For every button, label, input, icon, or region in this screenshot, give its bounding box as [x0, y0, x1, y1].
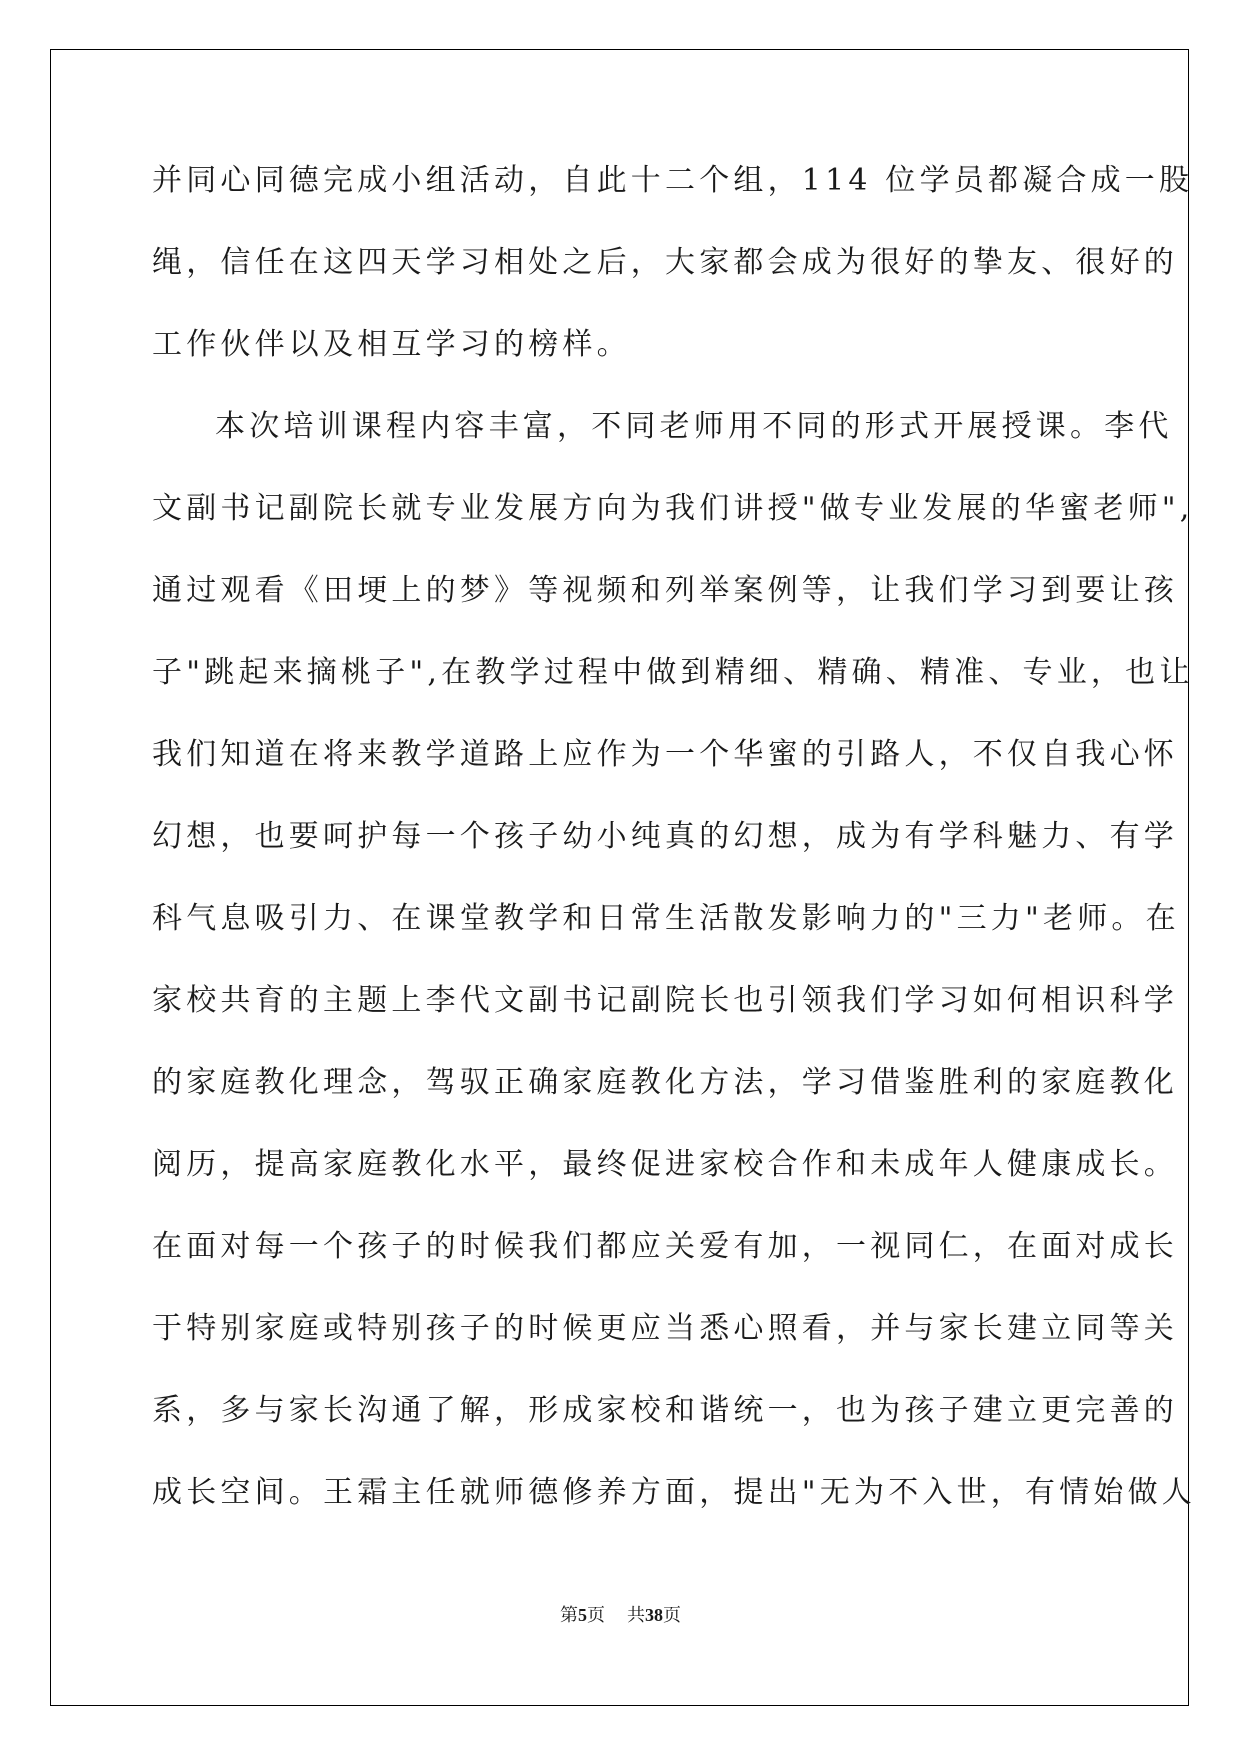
page-label-prefix: 第 — [560, 1605, 578, 1626]
text-line: 于特别家庭或特别孩子的时候更应当悉心照看，并与家长建立同等关 — [152, 1311, 1178, 1346]
text-line: 通过观看《田埂上的梦》等视频和列举案例等，让我们学习到要让孩 — [152, 573, 1178, 608]
text-line: 在面对每一个孩子的时候我们都应关爱有加，一视同仁，在面对成长 — [152, 1229, 1178, 1264]
text-line: 我们知道在将来教学道路上应作为一个华蜜的引路人，不仅自我心怀 — [152, 737, 1178, 772]
total-label-prefix: 共 — [627, 1605, 645, 1626]
total-label-suffix: 页 — [663, 1605, 681, 1626]
page-footer — [0, 1604, 1241, 1627]
paragraph-start-line: 本次培训课程内容丰富，不同老师用不同的形式开展授课。李代 — [215, 409, 1173, 444]
page-label-suffix: 页 — [587, 1605, 605, 1626]
total-pages: 38 — [645, 1605, 663, 1625]
text-line: 子"跳起来摘桃子",在教学过程中做到精细、精确、精准、专业，也让 — [152, 655, 1194, 690]
text-line: 绳，信任在这四天学习相处之后，大家都会成为很好的挚友、很好的 — [152, 245, 1178, 280]
text-line: 幻想，也要呵护每一个孩子幼小纯真的幻想，成为有学科魅力、有学 — [152, 819, 1178, 854]
text-line: 成长空间。王霜主任就师德修养方面，提出"无为不入世，有情始做人 — [152, 1475, 1196, 1510]
document-body — [152, 160, 1196, 1554]
text-line: 系，多与家长沟通了解，形成家校和谐统一，也为孩子建立更完善的 — [152, 1393, 1178, 1428]
text-line: 科气息吸引力、在课堂教学和日常生活散发影响力的"三力"老师。在 — [152, 901, 1180, 936]
text-line: 阅历，提高家庭教化水平，最终促进家校合作和未成年人健康成长。 — [152, 1147, 1178, 1182]
text-line: 文副书记副院长就专业发展方向为我们讲授"做专业发展的华蜜老师", — [152, 491, 1194, 526]
page-number: 5 — [578, 1605, 587, 1625]
text-line: 家校共育的主题上李代文副书记副院长也引领我们学习如何相识科学 — [152, 983, 1178, 1018]
text-line: 并同心同德完成小组活动，自此十二个组，114 位学员都凝合成一股 — [152, 163, 1194, 198]
text-line: 工作伙伴以及相互学习的榜样。 — [152, 327, 631, 362]
text-line: 的家庭教化理念，驾驭正确家庭教化方法，学习借鉴胜利的家庭教化 — [152, 1065, 1178, 1100]
